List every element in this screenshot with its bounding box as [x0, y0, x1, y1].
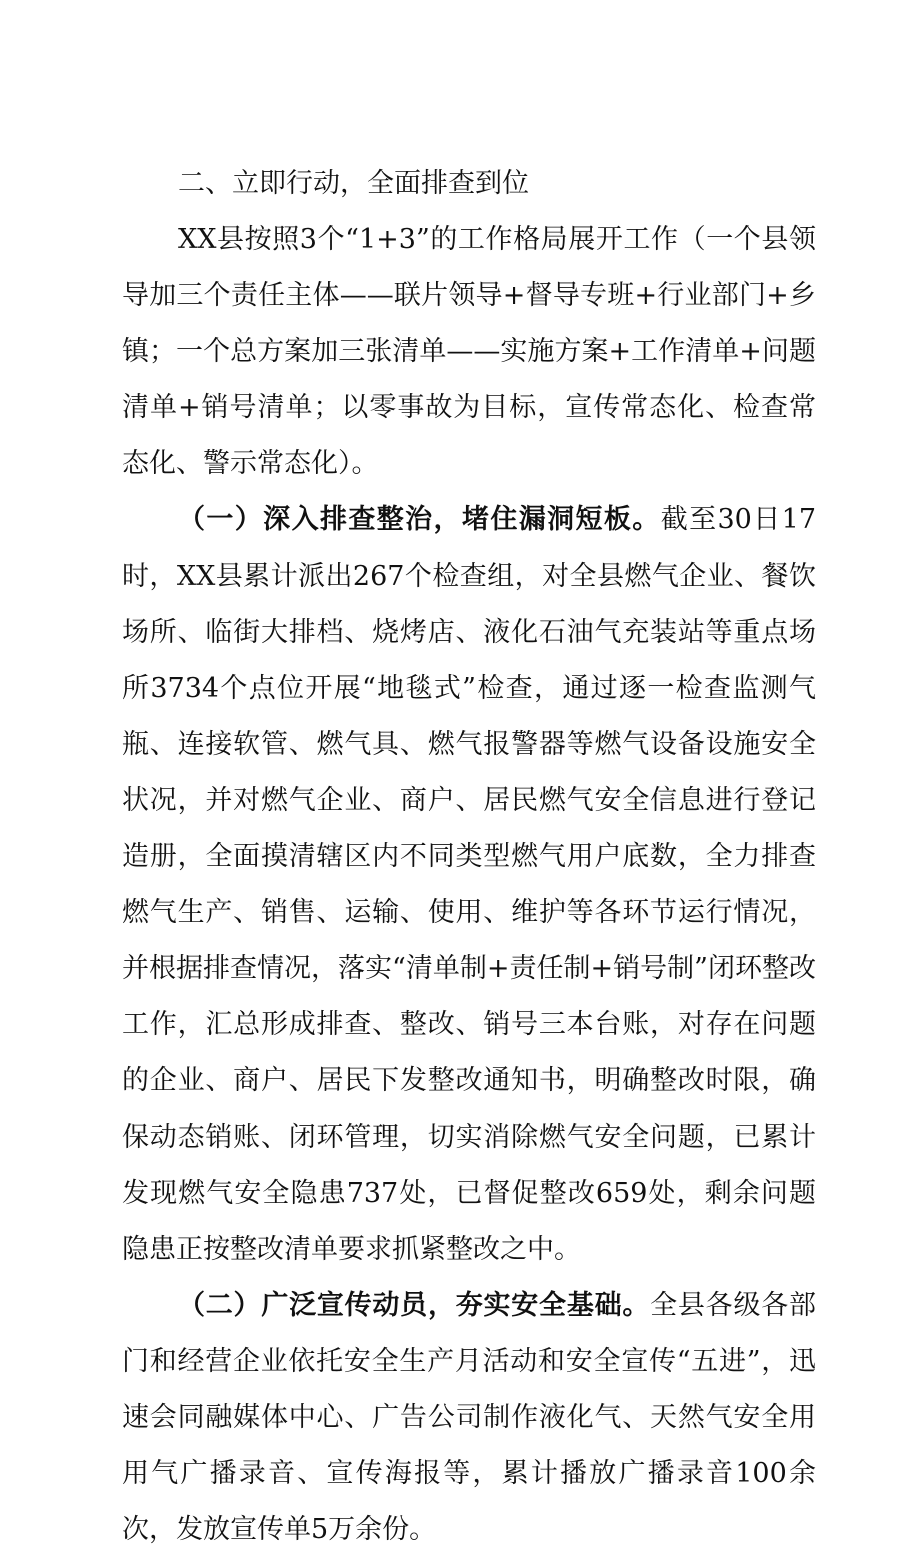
paragraph-publicity — [122, 1278, 816, 1558]
paragraph-lead: （一）深入排查整治，堵住漏洞短板。 — [178, 504, 661, 536]
section-heading: 二、立即行动，全面排查到位 — [178, 168, 529, 199]
paragraph-investigation — [122, 492, 816, 1277]
paragraph-lead: （二）广泛宣传动员，夯实安全基础。 — [178, 1289, 651, 1321]
paragraph-text — [122, 212, 816, 492]
paragraph-body: 全县各级各部门和经营企业依托安全生产月活动和安全宣传“五进”，迅速会同融媒体中心、广告公司制作液化气、天然气安全用用气广播录音、宣传海报等，累计播放广播录音100余次，发放宣传单5万余份。 — [122, 1289, 817, 1546]
paragraph-text — [122, 492, 816, 1277]
paragraph-body: 截至30日17时，XX县累计派出267个检查组，对全县燃气企业、餐饮场所、临街大排档、烧烤店、液化石油气充装站等重点场所3734个点位开展“地毯式”检查，通过逐一检查监测气瓶、连接软管、燃气具、燃气报警器等燃气设备设施安全状况，并对燃气企业、商户、居民燃气安全信息进行登记造册，全面摸清辖区内不同类型燃气用户底数，全力排查燃气生产、销售、运输、使用、维护等各环节运行情况，并根据排查情况，落实“清单制+责任制+销号制”闭环整改工作，汇总形成排查、整改、销号三本台账，对存在问题的企业、商户、居民下发整改通知书，明确整改时限，确保动态销账、闭环管理，切实消除燃气安全问题，已累计发现燃气安全隐患737处，已督促整改659处，剩余问题隐患正按整改清单要求抓紧整改之中。 — [122, 504, 816, 1265]
document-page — [122, 156, 816, 1558]
paragraph-intro — [122, 212, 816, 492]
paragraph-body: XX县按照3个“1+3”的工作格局展开工作（一个县领导加三个责任主体——联片领导+督导专班+行业部门+乡镇；一个总方案加三张清单——实施方案+工作清单+问题清单+销号清单；以零事故为目标，宣传常态化、检查常态化、警示常态化）。 — [122, 224, 816, 480]
paragraph-text — [122, 1278, 816, 1558]
